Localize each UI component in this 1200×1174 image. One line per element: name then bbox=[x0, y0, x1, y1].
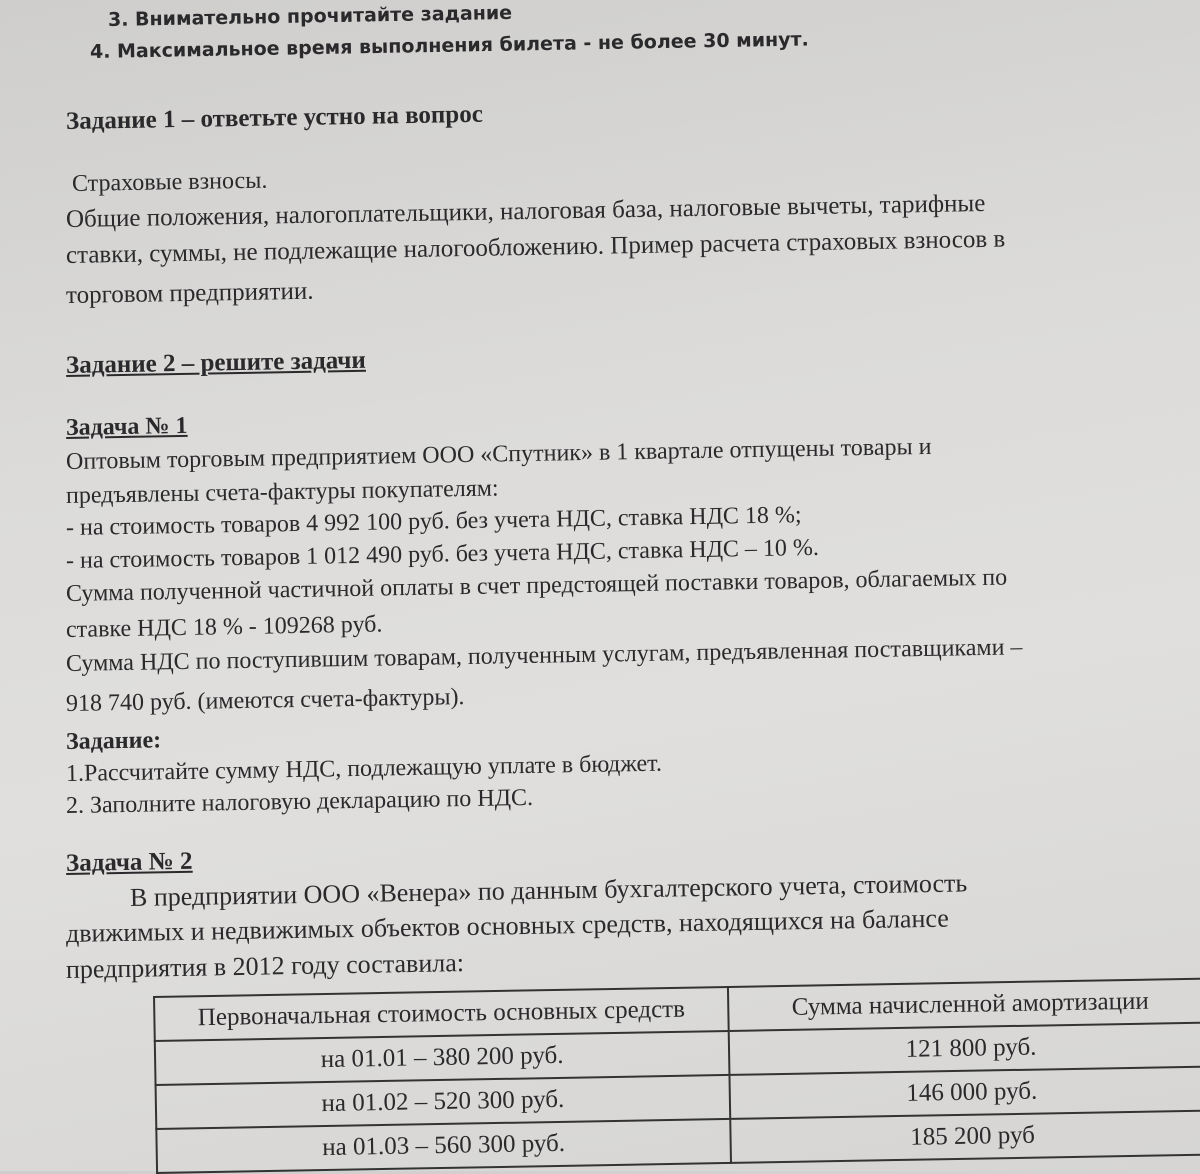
instruction-3: 3. Внимательно прочитайте задание bbox=[107, 1, 513, 31]
task1-line: Общие положения, налогоплательщики, налоговая база, налоговые вычеты, тарифные bbox=[65, 189, 986, 233]
table-cell: 146 000 руб. bbox=[729, 1067, 1200, 1119]
task1-heading: Задание 1 – ответьте устно на вопрос bbox=[65, 100, 484, 135]
problem1-line: 918 740 руб. (имеются счета-фактуры). bbox=[65, 684, 465, 717]
problem1-line: ставке НДС 18 % - 109268 руб. bbox=[65, 611, 383, 643]
task1-line: ставки, суммы, не подлежащие налогообложению. Пример расчета страховых взносов в bbox=[65, 225, 1006, 269]
task1-line: торговом предприятии. bbox=[65, 277, 314, 309]
problem1-line: - на стоимость товаров 4 992 100 руб. без учета НДС, ставка НДС 18 %; bbox=[65, 502, 802, 541]
table-cell: на 01.02 – 520 300 руб. bbox=[156, 1075, 731, 1129]
table-cell: 121 800 руб. bbox=[729, 1023, 1200, 1075]
task2-heading: Задание 2 – решите задачи bbox=[65, 346, 367, 379]
problem2-line: В предприятии ООО «Венера» по данным бухгалтерского учета, стоимость bbox=[129, 868, 968, 912]
problem2-line: движимых и недвижимых объектов основных средств, находящихся на балансе bbox=[65, 903, 950, 948]
task1-line: Страховые взносы. bbox=[71, 167, 268, 197]
problem2-line: предприятия в 2012 году составила: bbox=[65, 948, 465, 984]
problem2-heading: Задача № 2 bbox=[65, 847, 193, 877]
assignment-item: 2. Заполните налоговую декларацию по НДС. bbox=[65, 784, 534, 819]
fixed-assets-table bbox=[153, 978, 1200, 1174]
problem1-line: - на стоимость товаров 1 012 490 руб. без учета НДС, ставка НДС – 10 %. bbox=[65, 534, 820, 574]
table-header: Сумма начисленной амортизации bbox=[728, 979, 1200, 1031]
assignment-label: Задание: bbox=[65, 727, 162, 755]
problem1-line: Сумма полученной частичной оплаты в счет предстоящей поставки товаров, облагаемых по bbox=[65, 564, 1008, 607]
table-cell: на 01.03 – 560 300 руб. bbox=[156, 1119, 731, 1173]
table-cell: 185 200 руб bbox=[730, 1110, 1200, 1162]
instruction-4: 4. Максимальное время выполнения билета - не более 30 минут. bbox=[89, 28, 809, 63]
problem1-line: предъявлены счета-фактуры покупателям: bbox=[65, 475, 499, 509]
table-header: Первоначальная стоимость основных средств bbox=[154, 987, 729, 1041]
problem1-line: Оптовым торговым предприятием ООО «Спутник» в 1 квартале отпущены товары и bbox=[65, 433, 932, 475]
table-cell: на 01.01 – 380 200 руб. bbox=[155, 1031, 730, 1085]
problem1-line: Сумма НДС по поступившим товарам, полученным услугам, предъявленная поставщиками – bbox=[65, 634, 1023, 677]
assignment-item: 1.Рассчитайте сумму НДС, подлежащую уплате в бюджет. bbox=[65, 750, 663, 787]
problem1-heading: Задача № 1 bbox=[65, 412, 188, 441]
